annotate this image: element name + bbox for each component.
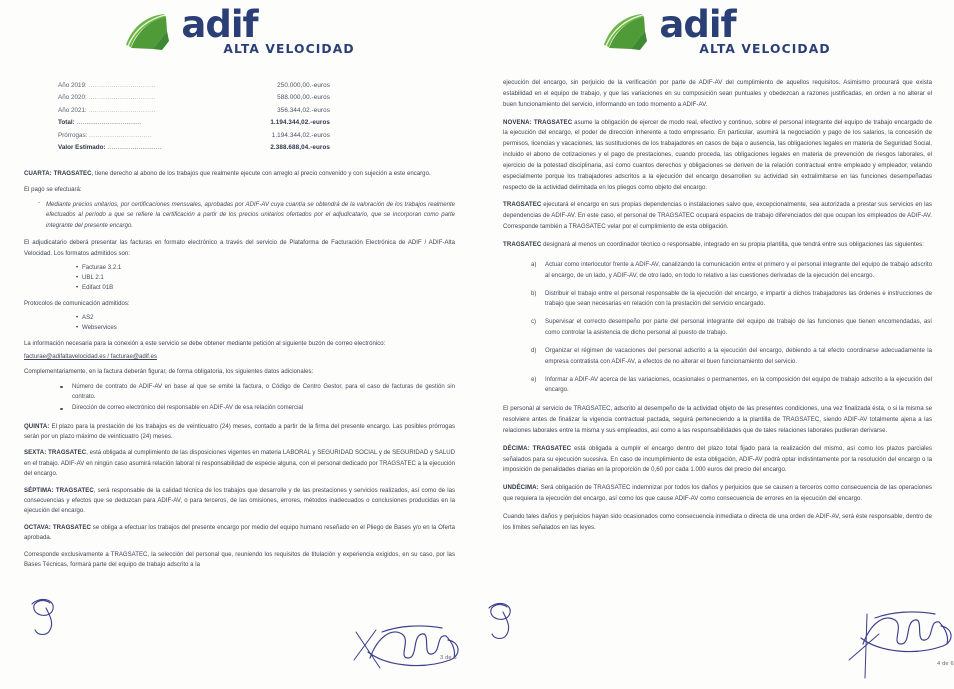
- pago-item: [24, 200, 455, 232]
- fin-value: 250.000,00.-euros: [277, 82, 330, 89]
- left-page-body: [0, 169, 477, 570]
- paragraph-coordinador: TRAGSATEC designará al menos un coordinador técnico o responsable, integrado en su propia plantilla, que tendrá entre sus obligaciones las siguientes:: [503, 240, 924, 248]
- contact-emails: facturae@adifaltavelocidad.es / facturae@adif.es: [24, 353, 157, 361]
- clause-septima: SÉPTIMA: TRAGSATEC, será responsable de la calidad técnica de los trabajos que desarrolle y de las prestaciones y servicios realizados, así como de las consecuencias y efectos que se deduzcan para ADIF-AV, o para terceros, de las omisiones, errores, métodos inadecuados o conclusiones producidas en la ejecución del encargo.: [24, 487, 455, 515]
- list-item: • Facturae 3.2.1: [76, 263, 455, 273]
- table-row: [58, 94, 477, 101]
- list-item: • AS2: [76, 313, 455, 323]
- list-item: Distribuir el trabajo entre el personal responsable de la ejecución del encargo, e impartir a dichos trabajadores las órdenes e instrucciones de trabajo que sean necesarias en relación con la prestación del servicio encargado.: [545, 289, 932, 308]
- signature-slash-mark: [845, 612, 891, 666]
- fin-value: 2.388.688,04.-euros: [270, 143, 330, 151]
- adif-wordmark: [181, 3, 355, 57]
- clause-octava-continuation: Corresponde exclusivamente a TRAGSATEC, la selección del personal que, reuniendo los requisitos de titulación y experiencia exigidos, en su caso, por las Bases Técnicas, formará parte del equipo de trabajo adscrito a la: [24, 551, 455, 568]
- document-page-right: [477, 0, 954, 689]
- complementario-paragraph: Complementariamente, en la factura deberán figurar, de forma obligatoria, los siguientes datos adicionales:: [24, 369, 314, 376]
- letterhead-right: [477, 0, 954, 56]
- clause-sexta: SEXTA: TRAGSATEC, está obligada al cumplimiento de las disposiciones vigentes en materia LABORAL y SEGURIDAD SOCIAL y de SEGURIDAD y SALUD en el trabajo. ADIF-AV en ningún caso asumirá relación laboral ni responsabilidad de especie alguna, con el personal dedicado por TRAGSATEC a la ejecución del encargo.: [24, 450, 455, 478]
- paragraph-danos: Cuando tales daños y perjuicios hayan sido ocasionados como consecuencia inmediata o directa de una orden de ADIF-AV, será éste responsable, dentro de los límites señalados en las leyes.: [503, 513, 932, 531]
- clause-octava: OCTAVA: TRAGSATEC se obliga a efectuar los trabajos del presente encargo por medio del equipo humano reseñado en el Pliego de Bases y/o en la Oferta aprobada.: [24, 524, 455, 542]
- signature-slash-mark: [350, 620, 396, 674]
- datos-adicionales-list: [24, 382, 455, 414]
- dash-bullet-icon: -: [38, 200, 40, 207]
- list-item: Actuar como interlocutor frente a ADIF-AV, canalizando la comunicación entre el primero y el personal integrante del equipo de trabajo adscrito al encargo, de un lado, y ADIF-AV, de otro lado, en todo lo relativo a las cuestiones derivadas de la ejecución del encargo.: [545, 260, 932, 279]
- pago-item-text: Mediante precios unitarios, por certificaciones mensuales, aprobadas por ADIF-AV cuya cuantía se obtendrá de la valoración de los trabajos realmente efectuados al período a que se refiere la certificación a partir de los precios unitarios ofertados por el adjudicatario, que se incorporan como parte integrante del presente encargo.: [46, 201, 455, 229]
- fin-label: Total: ...............................: [58, 119, 142, 127]
- fin-label: Año 2020: ................................: [58, 94, 156, 102]
- fin-label: Valor Estimado: ..........................: [58, 143, 162, 151]
- page-number-right: 4 de 6: [937, 661, 954, 667]
- facturas-paragraph: El adjudicatario deberá presentar las facturas en formato electrónico a través del servicio de Plataforma de Facturación Electrónica de ADIF / ADIF-Alta Velocidad. Los formatos admitidos son:: [24, 240, 455, 257]
- fin-value: 356.344,02.-euros: [277, 106, 330, 114]
- adif-logo-icon: [600, 11, 652, 53]
- fin-value: 588.000,00.-euros: [277, 94, 330, 102]
- list-item: Dirección de correo electrónico del responsable en ADIF-AV de esa relación comercial: [58, 403, 455, 413]
- fin-value: 1.194.344,02.-euros: [271, 131, 330, 139]
- main-signature: [855, 604, 954, 666]
- fin-label: Año 2021: ................................: [58, 106, 156, 114]
- fin-value: 1.194.344,02.-euros: [270, 119, 330, 127]
- paragraph-dependencias: TRAGSATEC ejecutará el encargo en sus propias dependencias o instalaciones salvo que, excepcionalmente, sea autorizada a prestar sus servicios en las dependencias de ADIF-AV. En este caso, el personal de TRAGSATEC ocupará espacios de trabajo diferenciados del que ocupan los empleados de ADIF-AV. Corresponde también a TRAGSATEC velar por el cumplimiento de esta obligación.: [503, 201, 932, 231]
- list-item: Organizar el régimen de vacaciones del personal adscrito a la ejecución del encargo, debiendo a tal efecto coordinarse adecuadamente la empresa contratista con ADIF-AV, a efectos de no alterar el buen funcionamiento del servicio.: [545, 346, 932, 365]
- clause-quinta: QUINTA: El plazo para la prestación de los trabajos es de veinticuatro (24) meses, contado a partir de la firma del presente encargo. Las posibles prórrogas serán por un plazo máximo de veinticuatro (24) meses.: [24, 423, 455, 441]
- table-row: [58, 107, 477, 114]
- formatos-list: [24, 263, 455, 293]
- buzon-paragraph: La información necesaria para la conexión a este servicio se debe obtener mediante petición al siguiente buzón de correo electrónico:: [24, 340, 386, 347]
- table-row: [58, 144, 477, 151]
- financial-summary-table: [0, 82, 477, 151]
- logo-text: adif: [181, 3, 258, 47]
- main-signature: [362, 618, 477, 680]
- letterhead-left: [0, 0, 477, 56]
- table-row: [58, 82, 477, 89]
- adif-logo-icon: [122, 11, 174, 53]
- protocolos-list: [24, 313, 455, 333]
- clause-undecima: UNDÉCIMA: Será obligación de TRAGSATEC indemnizar por todos los daños y perjuicios que se causen a terceros como consecuencia de las operaciones que requiera la ejecución del encargo, así como los que cause ADIF-AV como consecuencia de errores en la ejecución del encargo.: [503, 484, 932, 503]
- right-page-body: [477, 78, 954, 534]
- margin-initial-signature: [479, 596, 533, 644]
- pago-intro: El pago se efectuará:: [24, 187, 82, 194]
- margin-initial-signature: [22, 592, 76, 640]
- list-item: Informar a ADIF-AV acerca de las variaciones, ocasionales o permanentes, en la composición del equipo de trabajo adscrito a la ejecución del encargo.: [545, 375, 932, 394]
- list-item: Supervisar el correcto desempeño por parte del personal integrante del equipo de trabajo de las funciones que tienen encomendadas, así como controlar la asistencia de dicho personal al puesto de trabajo.: [545, 318, 932, 337]
- logo-text: adif: [659, 3, 736, 47]
- list-item: • Edifact 01B: [76, 283, 455, 293]
- table-row: [58, 119, 477, 126]
- clause-cuarta: CUARTA: TRAGSATEC, tiene derecho al abono de los trabajos que realmente ejecute con arreglo al precio convenido y con sujeción a este encargo.: [24, 170, 431, 177]
- logo-tagline: ALTA VELOCIDAD: [699, 42, 831, 57]
- adif-wordmark: [659, 3, 831, 57]
- logo-tagline: ALTA VELOCIDAD: [223, 42, 355, 57]
- clause-decima: DÉCIMA: TRAGSATEC está obligada a cumplir el encargo dentro del plazo total fijado para la realización del mismo, así como los plazos parciales señalados para su ejecución sucesiva. En caso de incumplimiento de esta obligación, ADIF-AV podrá optar indistintamente por la resolución del encargo o la imposición de penalidades diarias en la proporción de 0,60 por cada 1.000 euros del precio del encargo.: [503, 444, 933, 474]
- obligaciones-list: [503, 260, 932, 396]
- continuation-paragraph: ejecución del encargo, sin perjuicio de la verificación por parte de ADIF-AV del cumplimiento de aquellos requisitos. Asimismo procurará que exista estabilidad en el equipo de trabajo, y que las variaciones en su composición sean puntuales y obedezcan a razones justificadas, en orden a no alterar el buen funcionamiento del servicio, informando en todo momento a ADIF-AV.: [503, 79, 932, 108]
- fin-label: Año 2019: ................................: [58, 82, 156, 89]
- list-item: Número de contrato de ADIF-AV en base al que se emite la factura, o Código de Centro Gestor, para el caso de facturas de gestión sin contrato.: [58, 382, 455, 403]
- table-row: [58, 132, 477, 139]
- fin-label: Prórrogas: ..............................: [58, 131, 153, 139]
- paragraph-personal: El personal al servicio de TRAGSATEC, adscrito al desempeño de la actividad objeto de las presentes condiciones, una vez finalizada ésta, o si la misma se resolviere antes de finalizar la vigencia contractual pactada, seguirá perteneciendo a la plantilla de TRAGSATEC, siendo ADIF-AV totalmente ajena a las relaciones laborales entre la misma y sus empleados, así como a las responsabilidades que de tales relaciones laborales pudieran derivarse.: [503, 405, 932, 434]
- page-number-left: 3 de 6: [440, 655, 457, 661]
- list-item: • UBL 2.1: [76, 273, 455, 283]
- clause-novena: NOVENA: TRAGSATEC asume la obligación de ejercer de modo real, efectivo y continuo, sobre el personal integrante del equipo de trabajo encargado de la ejecución del encargo, el poder de dirección inherente a todo empresario. En particular, asumirá la negociación y pago de los salarios, la concesión de permisos, licencias y vacaciones, las sustituciones de los trabajadores en casos de baja o ausencia, las obligaciones legales en materia de Seguridad Social, incluido el abono de cotizaciones y el pago de prestaciones, cuando proceda, las obligaciones legales en materia de prevención de riesgos laborales, el ejercicio de la potestad disciplinaria, así como cuantos derechos y obligaciones se deriven de la relación contractual entre empleado y empleador, velando especialmente porque los trabajadores adscritos a la ejecución del encargo desarrollen su actividad sin extralimitarse en las funciones desempeñadas respecto de la actividad delimitada en los pliegos como objeto del encargo.: [503, 118, 932, 191]
- list-item: • Webservices: [76, 323, 455, 333]
- protocolos-intro: Protocolos de comunicación admitidos:: [24, 300, 130, 307]
